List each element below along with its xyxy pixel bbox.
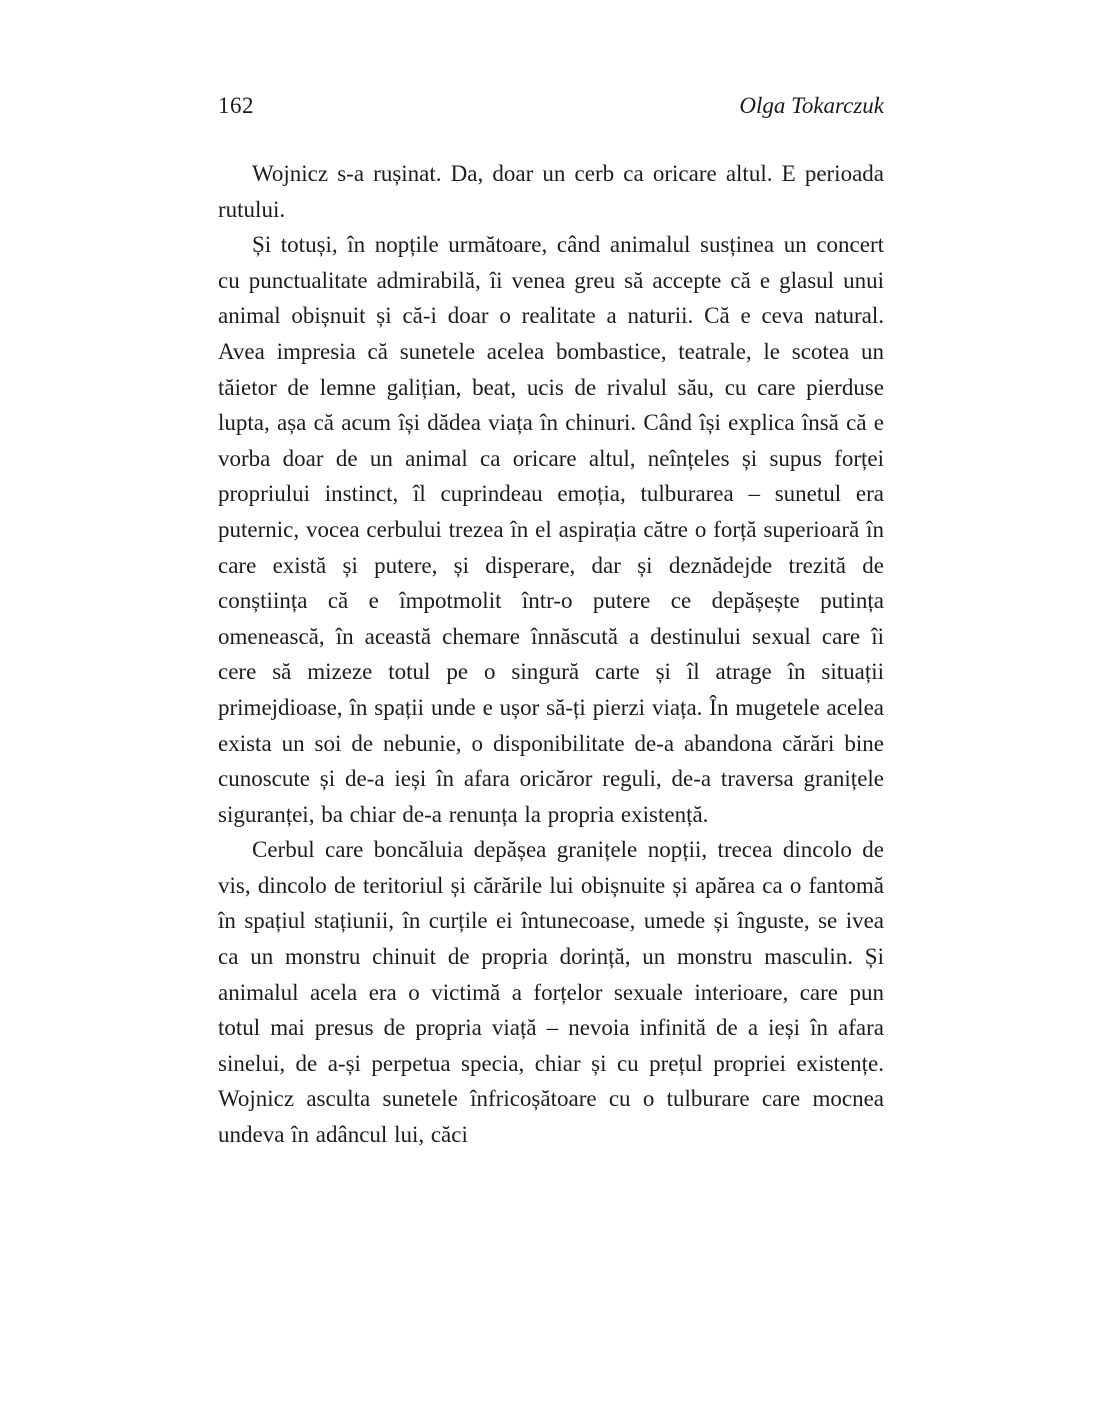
running-header xyxy=(218,93,884,119)
running-header-author: Olga Tokarczuk xyxy=(739,93,884,118)
paragraph-3: Cerbul care boncăluia depășea granițele nopții, trecea dincolo de vis, dincolo de teritoriul și cărările lui obișnuite și apărea ca o fantomă în spațiul stațiunii, în curțile ei întunecoase, umede și înguste, se ivea ca un monstru chinuit de propria dorință, un monstru masculin. Și animalul acela era o victimă a forțelor sexuale interioare, care pun totul mai presus de propria viață – nevoia infinită de a ieși în afara sinelui, de a-și perpetua specia, chiar și cu prețul propriei existențe. Wojnicz asculta sunetele înfricoșătoare cu o tulburare care mocnea undeva în adâncul lui, căci xyxy=(218,837,884,1148)
body-text xyxy=(218,156,884,1153)
page-number: 162 xyxy=(218,93,254,118)
paragraph-2: Și totuși, în nopțile următoare, când animalul susținea un concert cu punctualitate admirabilă, îi venea greu să accepte că e glasul unui animal obișnuit și că-i doar o realitate a naturii. Că e ceva natural. Avea impresia că sunetele acelea bombastice, teatrale, le scotea un tăietor de lemne galițian, beat, ucis de rivalul său, cu care pierduse lupta, așa că acum își dădea viața în chinuri. Când își explica însă că e vorba doar de un animal ca oricare altul, neînțeles și supus forței propriului instinct, îl cuprindeau emoția, tulburarea – sunetul era puternic, vocea cerbului trezea în el aspirația către o forță superioară în care există și putere, și disperare, dar și deznădejde trezită de conștiința că e împotmolit într-o putere ce depășește putința omenească, în această chemare înnăscută a destinului sexual care îi cere să mizeze totul pe o singură carte și îl atrage în situații primejdioase, în spații unde e ușor să-ți pierzi viața. În mugetele acelea exista un soi de nebunie, o disponibilitate de-a abandona cărări bine cunoscute și de-a ieși în afara oricăror reguli, de-a traversa granițele siguranței, ba chiar de-a renunța la propria existență. xyxy=(218,232,884,827)
paragraph-1: Wojnicz s-a rușinat. Da, doar un cerb ca oricare altul. E perioada rutului. xyxy=(218,161,884,222)
